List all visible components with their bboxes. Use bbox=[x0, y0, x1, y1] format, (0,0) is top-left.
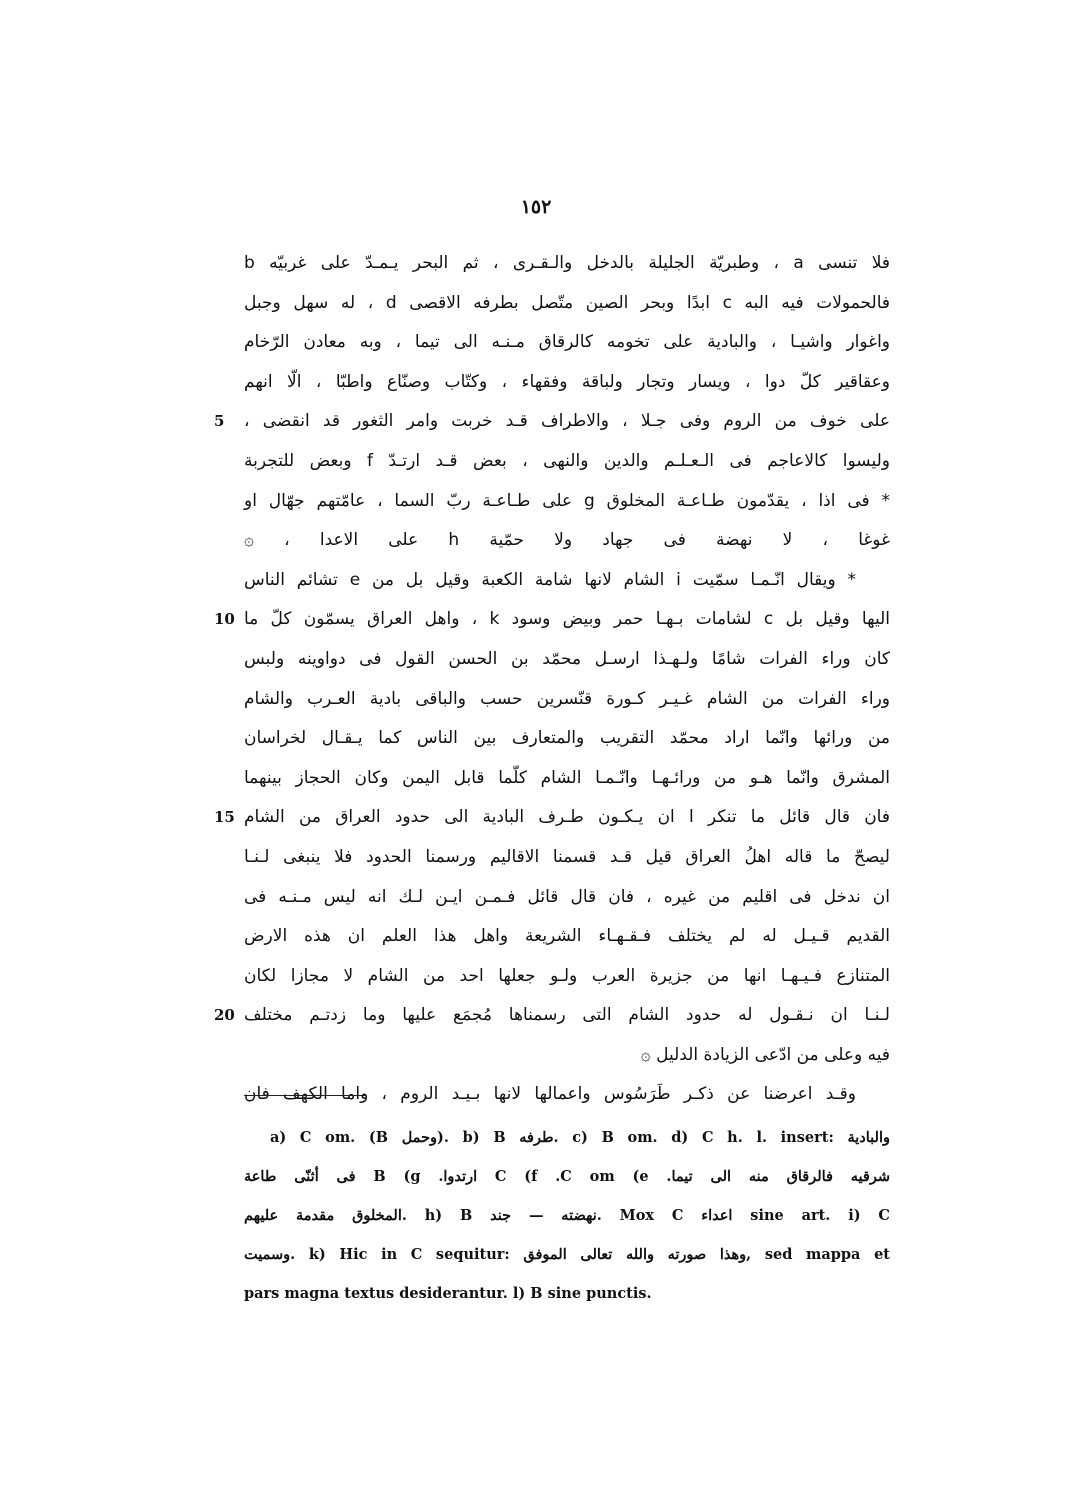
line-text: كان وراء الفرات شامًا ولـهـذا ارسـل محمّد بن الحسن القول فى دواوينه ولبس bbox=[244, 648, 890, 669]
line-number: 15 bbox=[214, 808, 235, 827]
text-line bbox=[244, 878, 890, 918]
footnotes bbox=[244, 1118, 890, 1313]
line-text: على خوف من الروم وفى جـلا ، والاطراف قـد خربت وامر الثغور قد انقضى ، bbox=[244, 411, 890, 432]
text-line bbox=[244, 482, 890, 522]
text-line bbox=[244, 680, 890, 720]
footnote-line: المخلوق مقدمة عليهم. h) B نهضته — جند. Mox C اعداء sine art. i) C bbox=[244, 1207, 890, 1224]
footnote-line: فى أثنّى طاعة B (g .ارتدوا C (f .C om (e .شرقيه فالرقاق منه الى تيما bbox=[244, 1168, 891, 1185]
page-number: ١٥٢ bbox=[520, 196, 552, 218]
line-text: وقـد اعرضنا عن ذكـر طَرَسُوس واعمالها لانها بـيـد الروم ، واما الكهف فان bbox=[244, 1084, 856, 1105]
line-text: فان قال قائل ما تنكر l ان يـكـون طـرف البادية الى حدود العراق من الشام bbox=[244, 807, 890, 828]
line-text: وليسوا كالاعاجم فى الـعـلـم والدين والنهى ، بعض قـد ارتـدّ f وبعض للتجربة bbox=[244, 450, 890, 471]
line-text: واغوار واشيـا ، والبادية على تخومه كالرقاق مـنـه الى تيما ، وبه معادن الرّخام bbox=[244, 332, 890, 353]
line-text: المتنازع فـيـهـا انها من جزيرة العرب ولـو جعلها احد من الشام لا مجازا لكان bbox=[244, 965, 890, 986]
line-text: فيه وعلى من ادّعى الزيادة الدليل ۞ bbox=[640, 1044, 890, 1065]
line-text: وعقاقير كلّ دوا ، ويسار وتجار ولباقة وفقهاء ، وكتّاب وصنّاع واطبّا ، الّا انهم bbox=[244, 371, 890, 392]
text-line bbox=[244, 244, 890, 284]
line-text: ان ندخل فى اقليم من غيره ، فان قال قائل فـمـن ايـن لـك انه ليس مـنـه فى bbox=[244, 886, 890, 907]
line-number: 5 bbox=[214, 412, 225, 431]
footnote-rule bbox=[244, 1095, 366, 1096]
text-line bbox=[244, 561, 890, 601]
line-text: * ويقال انّـمـا سمّيت i الشام لانها شامة الكعبة وقيل بل من e تشائم الناس bbox=[244, 569, 856, 590]
line-number: 10 bbox=[214, 610, 235, 629]
text-line bbox=[244, 521, 890, 561]
line-text: فلا تنسى a ، وطبريّة الجليلة بالدخل والـقـرى ، ثم البحر يـمـدّ على غربيّه b bbox=[244, 253, 890, 273]
text-line bbox=[214, 798, 890, 838]
line-text: * فى اذا ، يقدّمون طـاعـة المخلوق g على طـاعـة ربّ السما ، عامّتهم جهّال او bbox=[244, 490, 890, 511]
text-line bbox=[244, 640, 890, 680]
text-line bbox=[244, 957, 890, 997]
line-text: وراء الفرات من الشام غـيـر كـورة قنّسرين حسب والباقى بادية العـرب والشام bbox=[244, 688, 890, 709]
footnote-line: pars magna textus desiderantur. l) B sine punctis. bbox=[244, 1285, 652, 1302]
line-text: ليصحّ ما قاله اهلُ العراق قيل قـد قسمنا الاقاليم ورسمنا الحدود فلا ينبغى لـنـا bbox=[244, 846, 890, 867]
text-line bbox=[244, 363, 890, 403]
text-line bbox=[244, 284, 890, 324]
line-text: فالحمولات فيه البه c ابدًا وبحر الصين متّصل بطرفه الاقصى d ، له سهل وجبل bbox=[244, 292, 891, 313]
text-line bbox=[214, 996, 890, 1036]
text-line bbox=[214, 402, 890, 442]
text-line bbox=[244, 759, 890, 799]
text-line bbox=[244, 719, 890, 759]
text-line bbox=[244, 838, 890, 878]
line-text: المشرق وانّما هـو من ورائـهـا وانّـمـا الشام كلّما قابل اليمن وكان الحجاز بينهما bbox=[244, 767, 890, 788]
text-line bbox=[244, 442, 890, 482]
line-text: لـنـا ان نـقـول له حدود الشام التى رسمناها مُجمَع عليها وما زدتـم مختلف bbox=[244, 1005, 890, 1026]
footnote-line: وسميت. k) Hic in C sequitur: وهذا صورته والله تعالى الموفق, sed mappa et bbox=[244, 1246, 890, 1263]
text-line bbox=[244, 323, 890, 363]
text-line bbox=[214, 600, 890, 640]
line-number: 20 bbox=[214, 1006, 235, 1025]
text-line bbox=[244, 1036, 890, 1076]
footnote-line: a) C om. (B وحمل). b) B طرفه. c) B om. d) C h. l. insert: والبادية bbox=[270, 1129, 890, 1146]
main-text bbox=[214, 244, 891, 1115]
line-text: القديم قـيـل له لم يختلف فـقـهـاء الشريعة واهل هذا العلم ان هذه الارض bbox=[244, 926, 890, 947]
line-text: اليها وقيل بل c لشامات بـهـا حمر وبيض وسود k ، واهل العراق يسمّون كلّ ما bbox=[244, 609, 890, 630]
line-text: من ورائها وانّما اراد محمّد التقريب والمتعارف بين الناس كما يـقـال لخراسان bbox=[244, 728, 890, 749]
line-text: غوغا ، لا نهضة فى جهاد ولا حمّية h على الاعدا ، ۞ bbox=[244, 530, 890, 551]
text-line bbox=[244, 917, 890, 957]
